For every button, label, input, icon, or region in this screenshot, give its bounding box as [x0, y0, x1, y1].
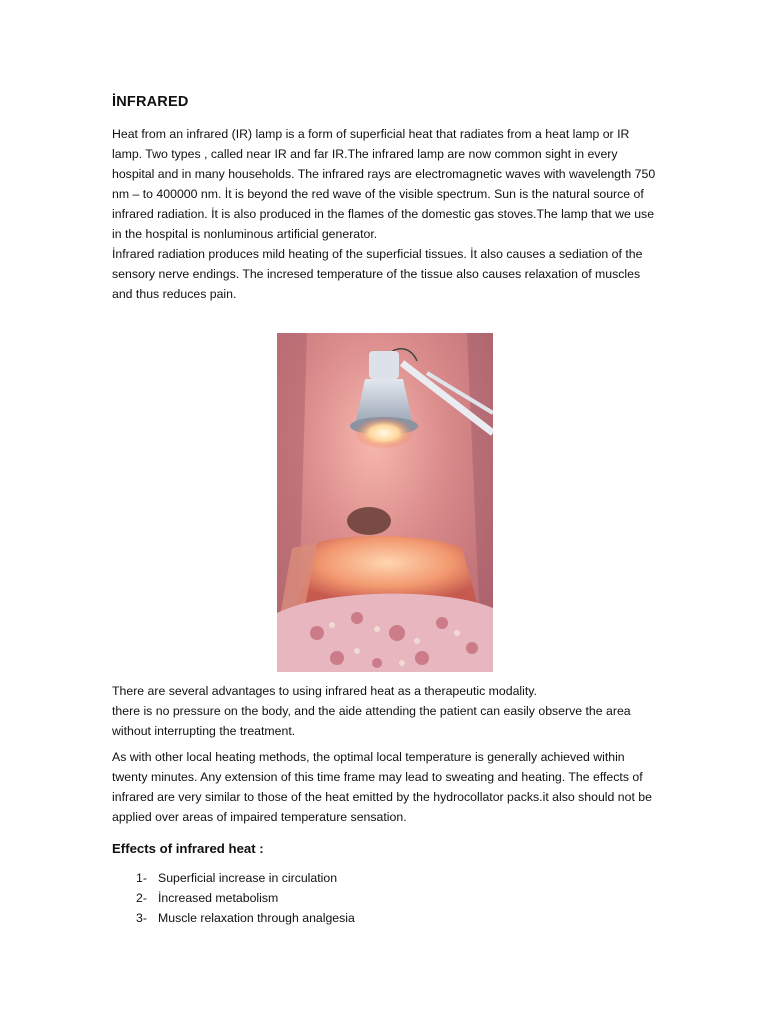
page-title: İNFRARED: [112, 94, 189, 110]
list-item-text: İncreased metabolism: [158, 891, 279, 905]
heating-paragraph: As with other local heating methods, the optimal local temperature is generally achieved within twenty minutes. Any extension of this time frame may lead to sweating and heating. The effects of infrared are very similar to those of the heat emitted by the hydrocollator packs.it also should not be applied over areas of impaired temperature sensation.: [112, 750, 652, 824]
document-body-lower: [112, 681, 660, 928]
no-pressure-paragraph: there is no pressure on the body, and the aide attending the patient can easily observe the area without interrupting the treatment.: [112, 704, 631, 738]
effects-list-item: [136, 908, 660, 928]
list-number: 2-: [136, 891, 147, 905]
advantages-paragraph: There are several advantages to using infrared heat as a therapeutic modality.: [112, 684, 537, 698]
infrared-lamp-photo: [277, 333, 493, 672]
list-item-text: Muscle relaxation through analgesia: [158, 911, 355, 925]
effects-list-item: [136, 888, 660, 908]
effects-list-item: [136, 868, 660, 888]
list-item-text: Superficial increase in circulation: [158, 871, 338, 885]
document-body: [112, 94, 660, 304]
list-number: 3-: [136, 911, 147, 925]
intro-paragraph-2: İnfrared radiation produces mild heating of the superficial tissues. İt also causes a sediation of the sensory nerve endings. The incresed temperature of the tissue also causes relaxation of muscles and thus reduces pain.: [112, 247, 643, 301]
effects-heading: Effects of infrared heat :: [112, 841, 264, 856]
intro-paragraph-1: Heat from an infrared (IR) lamp is a form of superficial heat that radiates from a heat lamp or IR lamp. Two types , called near IR and far IR.The infrared lamp are now common sight in every hospital and in many households. The infrared rays are electromagnetic waves with wavelength 750 nm – to 400000 nm. İt is beyond the red wave of the visible spectrum. Sun is the natural source of infrared radiation. İt is also produced in the flames of the domestic gas stoves.The lamp that we use in the hospital is nonluminous artificial generator.: [112, 127, 656, 241]
effects-list: [136, 868, 660, 928]
list-number: 1-: [136, 871, 147, 885]
